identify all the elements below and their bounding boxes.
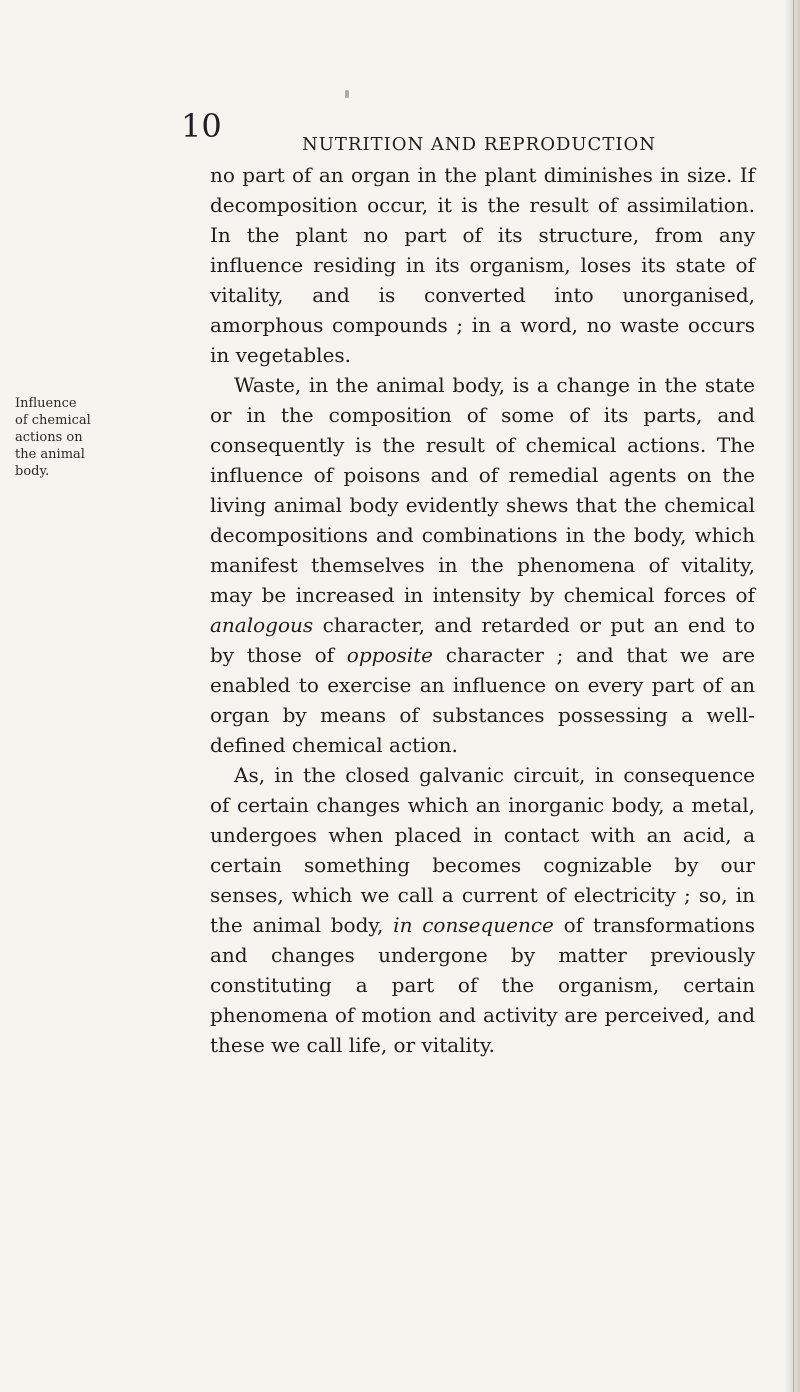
paragraph-text: character ; and that we are enabled to exercise an influence on every part of an organ by means of substances possessing a well-defined chemical action. <box>210 643 756 757</box>
italic-term: opposite <box>346 643 434 667</box>
margin-note-line: Influence <box>15 396 77 411</box>
paragraph-text: character, and retarded or put an end to by those of <box>210 613 755 667</box>
small-print-mark <box>345 90 349 98</box>
paragraph-text: As, in the closed galvanic circuit, in consequence of certain changes which an inorganic body, a metal, undergoes when placed in contact with an acid, a certain something becomes cognizable by our senses, which we call a current of electricity ; so, in the animal body, <box>210 763 755 937</box>
margin-note <box>15 395 127 480</box>
page-edge-shadow <box>784 0 800 1392</box>
margin-note-line: body. <box>15 464 50 479</box>
paragraph-animal-waste <box>210 370 755 760</box>
paragraph-galvanic-circuit <box>210 760 755 1060</box>
paragraph-plant-waste: no part of an organ in the plant diminishes in size. If decomposition occur, it is the result of assimilation. In the plant no part of its structure, from any influence residing in its organism, loses its state of vitality, and is converted into unorganised, amorphous compounds ; in a word, no waste occurs in vegetables. <box>210 163 755 367</box>
body-text <box>210 160 755 1060</box>
page-header <box>181 106 741 156</box>
running-head: NUTRITION AND REPRODUCTION <box>302 134 656 155</box>
page-edge-line <box>793 0 794 1392</box>
margin-note-line: the animal <box>15 447 85 462</box>
italic-term: analogous <box>210 613 314 637</box>
italic-term: in consequence <box>393 913 554 937</box>
paragraph-text: of transformations and changes undergone by matter previously constituting a part of the organism, certain phenomena of motion and activity are perceived, and these we call life, or vitality. <box>210 913 756 1057</box>
margin-note-line: actions on <box>15 430 83 445</box>
page-number: 10 <box>181 107 222 145</box>
paragraph-text: Waste, in the animal body, is a change in the state or in the composition of some of its parts, and consequently is the result of chemical actions. The influence of poisons and of remedial agents on the living animal body evidently shews that the chemical decompositions and combinations in the body, which manifest themselves in the phenomena of vitality, may be increased in intensity by chemical forces of <box>210 373 755 607</box>
margin-note-line: of chemical <box>15 413 91 428</box>
